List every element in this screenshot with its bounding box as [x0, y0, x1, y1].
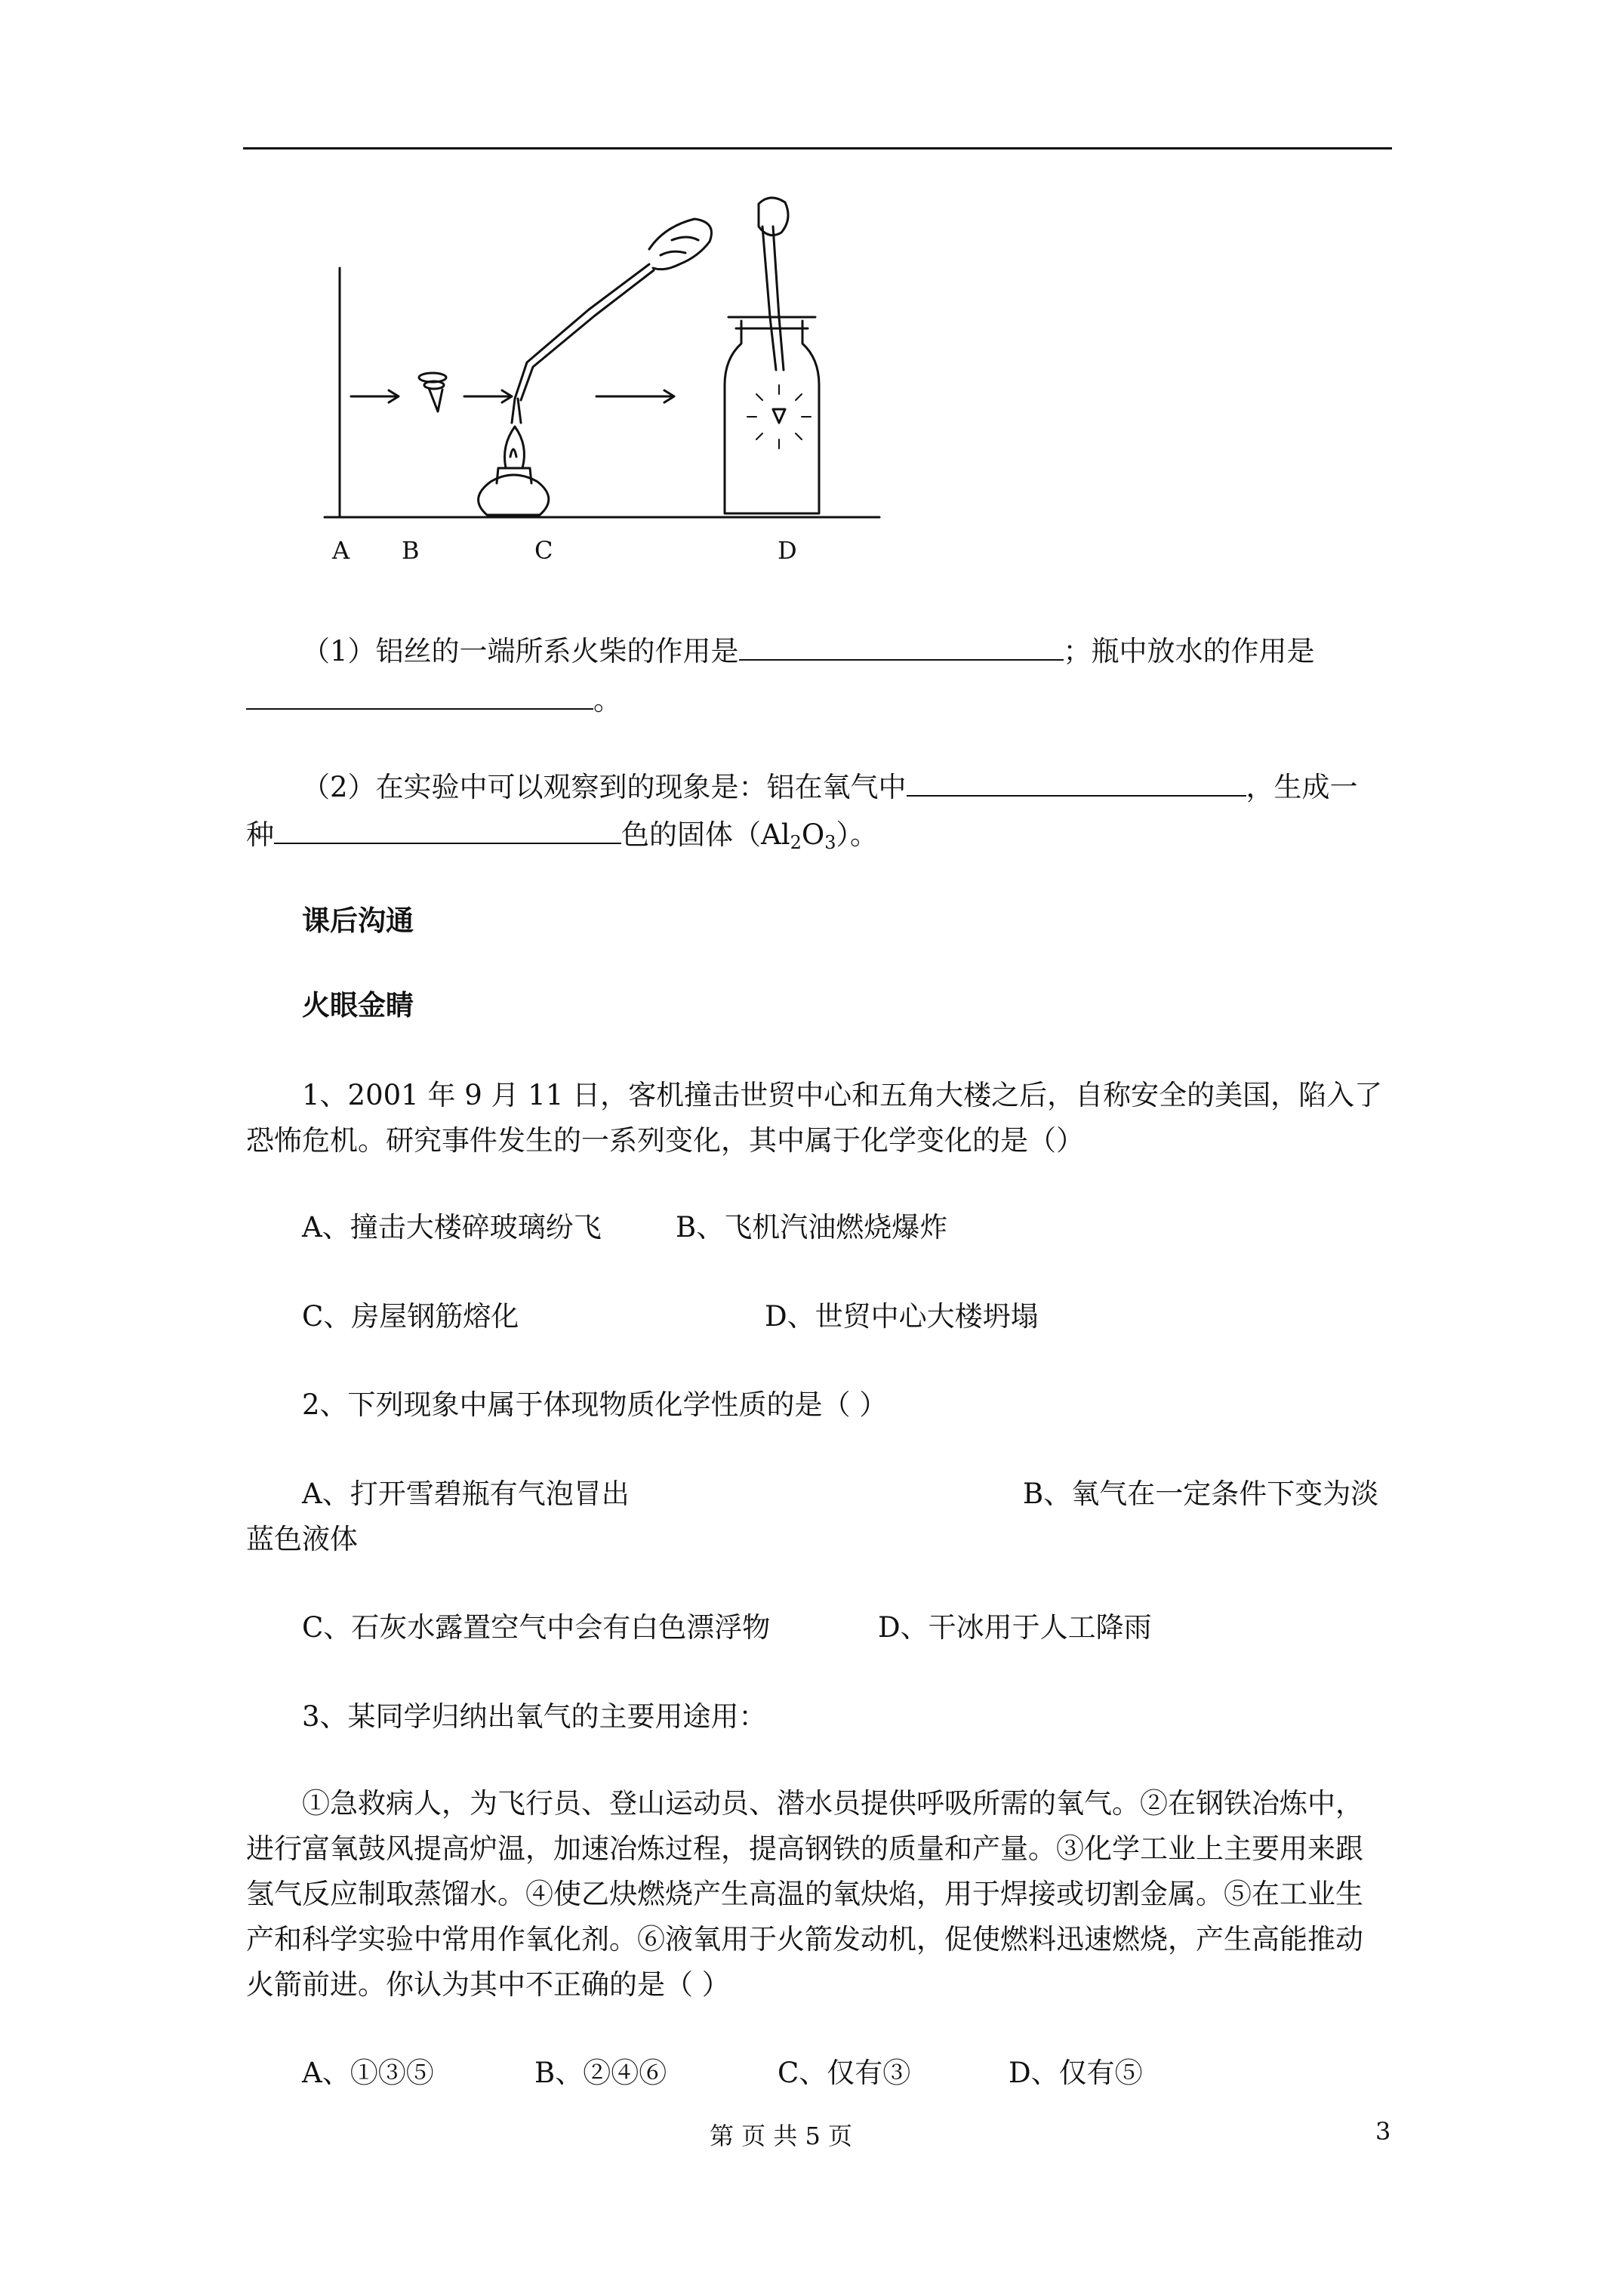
question1-option-b[interactable]: B、飞机汽油燃烧爆炸	[676, 1211, 948, 1244]
heading-after-class: 课后沟通	[302, 904, 414, 937]
sparks	[747, 385, 811, 448]
heading-sharp-eyes: 火眼金睛	[302, 988, 414, 1022]
question2-option-d[interactable]: D、干冰用于人工降雨	[878, 1611, 1152, 1644]
tongs-with-hand	[512, 219, 712, 423]
label-d: D	[778, 536, 797, 565]
question2-stem: 2、下列现象中属于体现物质化学性质的是（ ）	[302, 1388, 888, 1421]
blank-match-purpose[interactable]	[739, 630, 1064, 661]
q1-line1: （1）铝丝的一端所系火柴的作用是 ；瓶中放水的作用是	[302, 630, 1315, 671]
question2-option-b-cont: 蓝色液体	[246, 1523, 358, 1555]
page-footer: 第 页 共 5 页	[710, 2122, 853, 2150]
question3-option-c[interactable]: C、仅有③	[778, 2057, 911, 2089]
blank-water-purpose[interactable]	[246, 680, 593, 710]
header-rule	[243, 147, 1392, 149]
gas-jar	[725, 198, 819, 513]
question2-option-b[interactable]: B、氧气在一定条件下变为淡	[1023, 1478, 1379, 1510]
question3-para-line2: 进行富氧鼓风提高炉温，加速冶炼过程，提高钢铁的质量和产量。③化学工业上主要用来跟	[246, 1832, 1363, 1865]
q2-line1: （2）在实验中可以观察到的现象是：铝在氧气中 ，生成一	[302, 766, 1358, 807]
q1-line2: 。	[246, 680, 621, 720]
label-a: A	[332, 536, 350, 565]
question3-para-line3: 氢气反应制取蒸馏水。④使乙炔燃烧产生高温的氧炔焰，用于焊接或切割金属。⑤在工业生	[246, 1878, 1363, 1910]
question2-option-c[interactable]: C、石灰水露置空气中会有白色漂浮物	[302, 1611, 771, 1644]
question3-stem: 3、某同学归纳出氧气的主要用途用：	[302, 1700, 767, 1733]
q2-line2: 种 色的固体$(Al_2O_3)$。	[246, 814, 878, 855]
question3-para-line5: 火箭前进。你认为其中不正确的是（ ）	[246, 1968, 730, 2001]
question1-option-c[interactable]: C、房屋钢筋熔化	[302, 1300, 519, 1333]
question1-option-d[interactable]: D、世贸中心大楼坍塌	[765, 1300, 1039, 1333]
question1-line1: 1、2001 年 9 月 11 日，客机撞击世贸中心和五角大楼之后，自称安全的美国，陷入了	[302, 1079, 1383, 1111]
blank-phenomenon[interactable]	[907, 766, 1246, 797]
label-b: B	[402, 536, 420, 565]
question1-line2: 恐怖危机。研究事件发生的一系列变化，其中属于化学变化的是（）	[246, 1124, 1084, 1157]
question1-option-a[interactable]: A、撞击大楼碎玻璃纷飞	[302, 1211, 602, 1244]
question2-option-a[interactable]: A、打开雪碧瓶有气泡冒出	[302, 1478, 630, 1510]
alcohol-lamp	[479, 427, 549, 515]
question3-option-b[interactable]: B、②④⑥	[534, 2057, 667, 2089]
blank-color[interactable]	[274, 814, 621, 844]
question3-option-a[interactable]: A、①③⑤	[302, 2057, 434, 2089]
question3-para-line1: ①急救病人，为飞行员、登山运动员、潜水员提供呼吸所需的氧气。②在钢铁冶炼中，	[302, 1787, 1363, 1820]
page-number: 3	[1375, 2117, 1391, 2146]
question3-para-line4: 产和科学实验中常用作氧化剂。⑥液氧用于火箭发动机，促使燃料迅速燃烧，产生高能推动	[246, 1923, 1363, 1955]
question3-option-d[interactable]: D、仅有⑤	[1009, 2057, 1143, 2089]
label-c: C	[534, 536, 553, 565]
aluminum-combustion-figure	[317, 196, 936, 589]
coiled-wire	[419, 373, 446, 411]
